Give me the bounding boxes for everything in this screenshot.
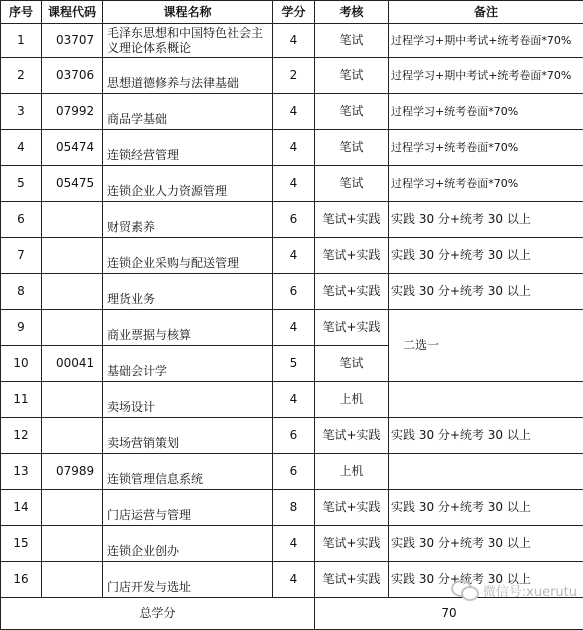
row-credit: 4 (273, 562, 315, 598)
row-note: 实践 30 分+统考 30 以上 (389, 238, 583, 274)
table-row (1, 274, 583, 310)
row-no: 8 (1, 274, 42, 310)
row-note: 过程学习+期中考试+统考卷面*70% (389, 58, 583, 94)
table-row (1, 24, 583, 58)
row-code (42, 238, 103, 274)
row-code (42, 418, 103, 454)
table-row (1, 418, 583, 454)
row-name: 商业票据与核算 (103, 310, 273, 346)
row-name: 连锁管理信息系统 (103, 454, 273, 490)
header-exam: 考核 (315, 1, 389, 24)
row-note: 实践 30 分+统考 30 以上 (389, 202, 583, 238)
row-exam: 笔试+实践 (315, 526, 389, 562)
row-credit: 6 (273, 202, 315, 238)
row-credit: 6 (273, 274, 315, 310)
row-code (42, 310, 103, 346)
row-no: 15 (1, 526, 42, 562)
row-name: 卖场营销策划 (103, 418, 273, 454)
table-row (1, 58, 583, 94)
row-exam: 笔试+实践 (315, 562, 389, 598)
row-code: 03706 (42, 58, 103, 94)
row-code: 07989 (42, 454, 103, 490)
row-credit: 4 (273, 310, 315, 346)
row-no: 7 (1, 238, 42, 274)
row-name: 理货业务 (103, 274, 273, 310)
row-credit: 4 (273, 526, 315, 562)
row-note: 实践 30 分+统考 30 以上 (389, 526, 583, 562)
row-credit: 2 (273, 58, 315, 94)
row-note: 过程学习+统考卷面*70% (389, 130, 583, 166)
total-row (1, 598, 583, 630)
row-name: 连锁经营管理 (103, 130, 273, 166)
row-credit: 4 (273, 382, 315, 418)
table-row (1, 238, 583, 274)
row-credit: 4 (273, 130, 315, 166)
row-note (389, 454, 583, 490)
table-row (1, 382, 583, 418)
row-no: 16 (1, 562, 42, 598)
row-code: 07992 (42, 94, 103, 130)
table-row (1, 310, 583, 346)
row-code: 03707 (42, 24, 103, 58)
row-exam: 笔试+实践 (315, 418, 389, 454)
row-exam: 上机 (315, 382, 389, 418)
row-exam: 笔试+实践 (315, 274, 389, 310)
header-credit: 学分 (273, 1, 315, 24)
row-name: 卖场设计 (103, 382, 273, 418)
table-row (1, 562, 583, 598)
row-exam: 笔试+实践 (315, 238, 389, 274)
watermark-text: 微信号:xuerutu (483, 581, 577, 600)
row-note: 实践 30 分+统考 30 以上 (389, 418, 583, 454)
row-note: 实践 30 分+统考 30 以上 (389, 274, 583, 310)
row-exam: 笔试 (315, 346, 389, 382)
row-name: 连锁企业人力资源管理 (103, 166, 273, 202)
row-credit: 6 (273, 418, 315, 454)
row-no: 2 (1, 58, 42, 94)
row-name: 思想道德修养与法律基础 (103, 58, 273, 94)
row-note (389, 382, 583, 418)
row-exam: 笔试 (315, 58, 389, 94)
row-no: 11 (1, 382, 42, 418)
row-exam: 笔试 (315, 130, 389, 166)
row-name: 财贸素养 (103, 202, 273, 238)
row-note: 过程学习+统考卷面*70% (389, 94, 583, 130)
row-note: 实践 30 分+统考 30 以上 (389, 490, 583, 526)
row-note: 过程学习+期中考试+统考卷面*70% (389, 24, 583, 58)
total-label: 总学分 (1, 598, 315, 630)
row-no: 10 (1, 346, 42, 382)
row-no: 1 (1, 24, 42, 58)
row-name: 门店运营与管理 (103, 490, 273, 526)
row-credit: 4 (273, 166, 315, 202)
row-code (42, 382, 103, 418)
row-name: 毛泽东思想和中国特色社会主义理论体系概论 (103, 24, 273, 58)
table-row (1, 454, 583, 490)
row-exam: 笔试+实践 (315, 310, 389, 346)
table-row (1, 202, 583, 238)
row-name: 连锁企业采购与配送管理 (103, 238, 273, 274)
row-exam: 笔试 (315, 24, 389, 58)
row-note: 过程学习+统考卷面*70% (389, 166, 583, 202)
row-credit: 8 (273, 490, 315, 526)
total-value: 70 (315, 598, 583, 630)
row-exam: 笔试+实践 (315, 202, 389, 238)
table-row (1, 526, 583, 562)
header-code: 课程代码 (42, 1, 103, 24)
row-no: 9 (1, 310, 42, 346)
row-no: 6 (1, 202, 42, 238)
row-exam: 笔试 (315, 166, 389, 202)
row-credit: 4 (273, 94, 315, 130)
row-name: 连锁企业创办 (103, 526, 273, 562)
merged-note-choose-one: 二选一 (389, 310, 583, 382)
row-name: 门店开发与选址 (103, 562, 273, 598)
header-note: 备注 (389, 1, 583, 24)
header-name: 课程名称 (103, 1, 273, 24)
table-row (1, 166, 583, 202)
row-code (42, 274, 103, 310)
row-note: 实践 30 分+统考 30 以上 (389, 562, 583, 598)
row-exam: 上机 (315, 454, 389, 490)
row-credit: 6 (273, 454, 315, 490)
row-name: 基础会计学 (103, 346, 273, 382)
table-row (1, 490, 583, 526)
row-code (42, 526, 103, 562)
row-code (42, 562, 103, 598)
row-credit: 5 (273, 346, 315, 382)
row-name: 商品学基础 (103, 94, 273, 130)
row-no: 13 (1, 454, 42, 490)
row-no: 12 (1, 418, 42, 454)
row-no: 4 (1, 130, 42, 166)
table-row (1, 130, 583, 166)
row-credit: 4 (273, 238, 315, 274)
row-credit: 4 (273, 24, 315, 58)
row-code (42, 202, 103, 238)
row-no: 14 (1, 490, 42, 526)
row-no: 3 (1, 94, 42, 130)
row-exam: 笔试 (315, 94, 389, 130)
header-no: 序号 (1, 1, 42, 24)
row-code: 05475 (42, 166, 103, 202)
row-no: 5 (1, 166, 42, 202)
table-row (1, 94, 583, 130)
row-code: 00041 (42, 346, 103, 382)
row-exam: 笔试+实践 (315, 490, 389, 526)
header-row (1, 1, 583, 24)
row-code (42, 490, 103, 526)
row-code: 05474 (42, 130, 103, 166)
